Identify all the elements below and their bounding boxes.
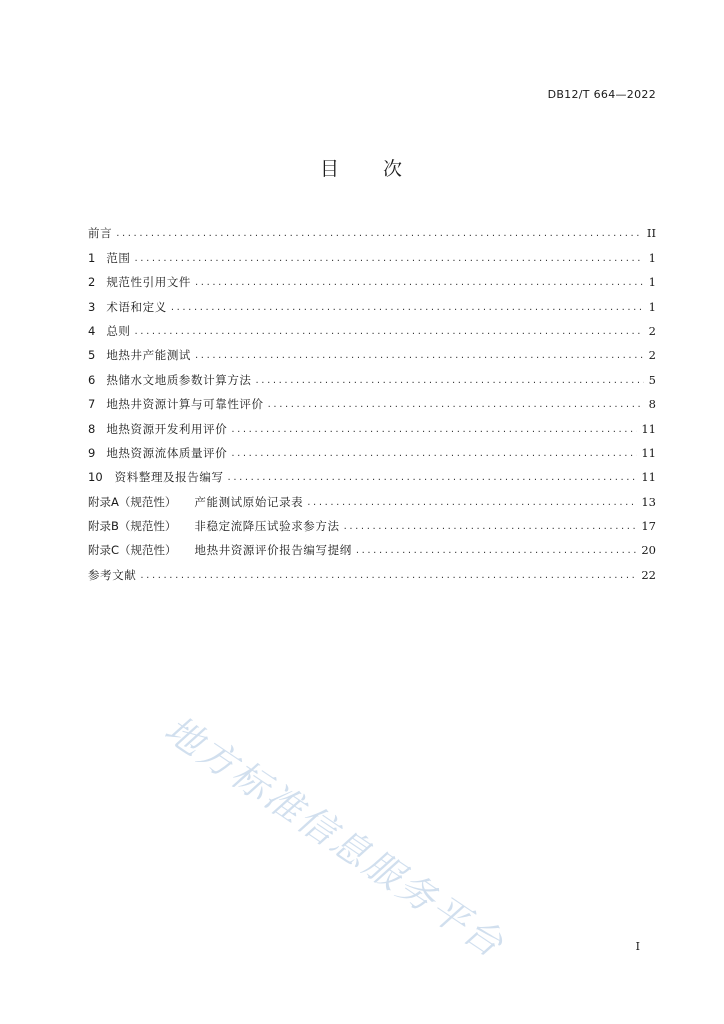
table-of-contents	[88, 216, 656, 582]
toc-label: 前言	[88, 226, 113, 241]
toc-entry[interactable]	[88, 362, 656, 386]
toc-entry[interactable]	[88, 484, 656, 508]
toc-entry[interactable]	[88, 533, 656, 557]
toc-label: 地热井资源评价报告编写提纲	[194, 543, 352, 558]
toc-page-number: II	[646, 226, 656, 241]
toc-leader-dots	[256, 374, 644, 387]
toc-leader-dots	[356, 544, 638, 557]
toc-leader-dots	[268, 398, 644, 411]
toc-leader-dots	[135, 252, 644, 265]
toc-number: 2	[88, 275, 96, 290]
toc-number: 5	[88, 348, 96, 363]
toc-leader-dots	[231, 447, 637, 460]
toc-entry[interactable]	[88, 314, 656, 338]
toc-page-number: 13	[641, 494, 656, 509]
toc-page-number: 11	[641, 470, 656, 485]
toc-page-number: 5	[648, 372, 656, 387]
toc-page-number: 11	[641, 421, 656, 436]
toc-label: 总则	[106, 323, 131, 338]
toc-leader-dots	[195, 276, 644, 289]
toc-label: 规范性引用文件	[106, 275, 192, 290]
toc-label: 地热资源流体质量评价	[106, 445, 228, 460]
toc-page-number: 1	[648, 275, 656, 290]
title-char-2: 次	[383, 158, 405, 180]
toc-entry[interactable]	[88, 460, 656, 484]
toc-leader-dots	[231, 423, 637, 436]
toc-number: 8	[88, 421, 96, 436]
toc-number: 7	[88, 397, 96, 412]
toc-page-number: 1	[648, 299, 656, 314]
toc-page-number: 17	[641, 519, 656, 534]
toc-leader-dots	[195, 349, 644, 362]
toc-entry[interactable]	[88, 265, 656, 289]
toc-entry[interactable]	[88, 216, 656, 240]
toc-label: 资料整理及报告编写	[114, 470, 224, 485]
toc-label: 地热井资源计算与可靠性评价	[106, 397, 264, 412]
toc-entry[interactable]	[88, 411, 656, 435]
toc-leader-dots	[344, 520, 638, 533]
toc-label: 地热资源开发利用评价	[106, 421, 228, 436]
toc-page-number: 2	[648, 348, 656, 363]
page-title	[0, 154, 724, 181]
toc-label: 术语和定义	[106, 299, 167, 314]
toc-number: 1	[88, 250, 96, 265]
toc-leader-dots	[171, 301, 644, 314]
toc-entry[interactable]	[88, 509, 656, 533]
toc-label: 非稳定流降压试验求参方法	[194, 519, 340, 534]
toc-entry[interactable]	[88, 387, 656, 411]
toc-label: 地热井产能测试	[106, 348, 192, 363]
watermark-text: 地方标准信息服务平台	[156, 707, 513, 967]
toc-page-number: 8	[648, 397, 656, 412]
toc-label: 范围	[106, 250, 131, 265]
toc-number: 10	[88, 470, 103, 485]
toc-page-number: 11	[641, 445, 656, 460]
toc-entry[interactable]	[88, 289, 656, 313]
toc-number: 4	[88, 323, 96, 338]
toc-number: 3	[88, 299, 96, 314]
toc-number: 9	[88, 445, 96, 460]
toc-page-number: 1	[648, 250, 656, 265]
toc-entry[interactable]	[88, 240, 656, 264]
toc-leader-dots	[140, 569, 637, 582]
toc-label: 产能测试原始记录表	[194, 494, 304, 509]
toc-number: 附录A（规范性）	[88, 494, 177, 509]
title-char-1: 目	[319, 158, 341, 180]
toc-number: 6	[88, 372, 96, 387]
toc-number: 附录C（规范性）	[88, 543, 177, 558]
toc-leader-dots	[135, 325, 644, 338]
toc-leader-dots	[307, 496, 637, 509]
toc-page-number: 2	[648, 323, 656, 338]
page-number: I	[635, 940, 640, 953]
toc-number: 附录B（规范性）	[88, 519, 177, 534]
toc-leader-dots	[116, 227, 643, 240]
toc-entry[interactable]	[88, 338, 656, 362]
toc-entry[interactable]	[88, 557, 656, 581]
standard-code: DB12/T 664—2022	[547, 88, 656, 101]
toc-label: 参考文献	[88, 567, 137, 582]
toc-label: 热储水文地质参数计算方法	[106, 372, 252, 387]
toc-page-number: 20	[641, 543, 656, 558]
toc-page-number: 22	[641, 567, 656, 582]
toc-entry[interactable]	[88, 436, 656, 460]
toc-leader-dots	[228, 471, 638, 484]
